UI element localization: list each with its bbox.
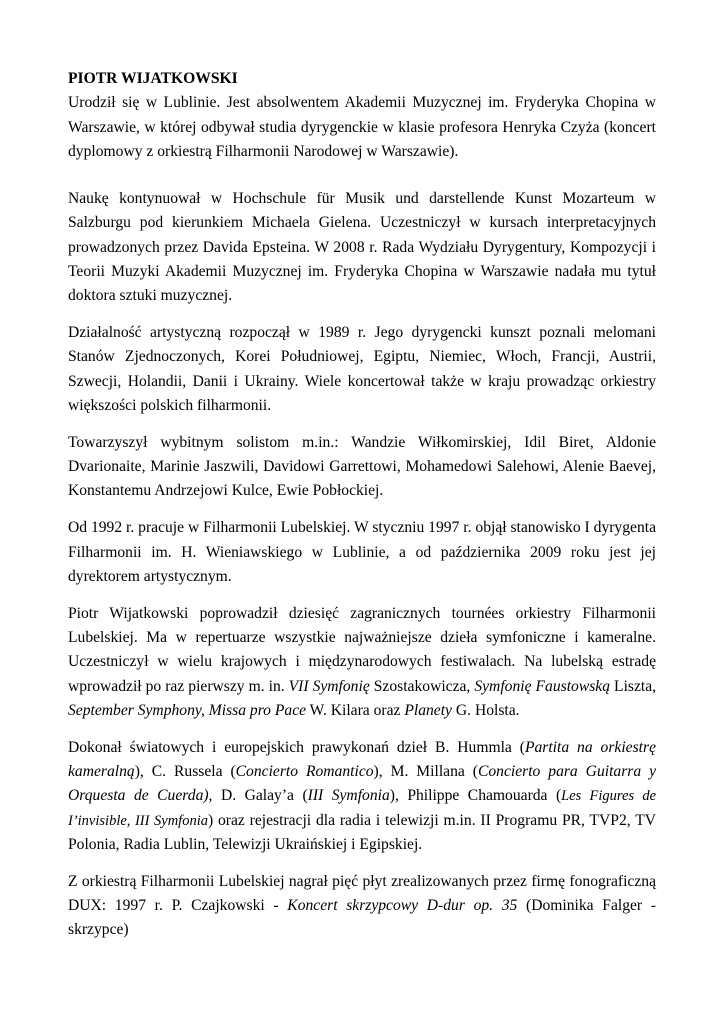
work-title: VII Symfonię [288,677,370,695]
paragraph-repertoire [68,602,656,723]
paragraph-birth-education: Urodził się w Lublinie. Jest absolwentem Akademii Muzycznej im. Fryderyka Chopina w Warszawie, w której odbywał studia dyrygenckie w klasie profesora Henryka Czyża (koncert dyplomowy z orkiestrą Filharmonii Narodowej w Warszawie). [68,94,656,160]
paragraph-recordings [68,870,656,943]
paragraph-further-studies: Naukę kontynuował w Hochschule für Musik und darstellende Kunst Mozarteum w Salzburgu pod kierunkiem Michaela Gielena. Uczestniczył w kursach interpretacyjnych prowadzonych przez Davida Epsteina. W 2008 r. Rada Wydziału Dyrygentury, Kompozycji i Teorii Muzyki Akademii Muzycznej im. Fryderyka Chopina w Warszawie nadała mu tytuł doktora sztuki muzycznej. [68,190,656,305]
text-segment: ), C. Russela ( [134,762,236,780]
document-page [68,67,656,955]
text-segment: D. Galay’a ( [212,787,308,805]
work-title: Planety [404,701,452,719]
text-segment: Szostakowicza, [369,677,475,695]
paragraph-lublin-philharmonic: Od 1992 r. pracuje w Filharmonii Lubelskiej. W styczniu 1997 r. objął stanowisko I dyrygenta Filharmonii im. H. Wieniawskiego w Lublinie, a od października 2009 roku jest jej dyrektorem artystycznym. [68,519,656,585]
text-segment: ), M. Millana ( [373,762,478,780]
text-segment: Z orkiestrą Filharmonii Lubelskiej nagrał pięć płyt zrealizowanych przez firmę fonograficzną DUX: 1997 r. P. Czajkowski - [68,872,656,914]
text-segment: Piotr Wijatkowski poprowadził dziesięć zagranicznych tournées orkiestry Filharmonii Lubelskiej. Ma w repertuarze wszystkie najważniejsze dzieła symfoniczne i kameralne. Uczestniczył w wielu krajowych i międzynarodowych festiwalach. Na lubelską estradę wprowadził po raz pierwszy m. in. [68,604,656,695]
paragraph-premieres [68,736,656,857]
work-title: September Symphony, Missa pro Pace [68,701,307,719]
document-title: PIOTR WIJATKOWSKI [68,70,238,87]
paragraph-artistic-activity: Działalność artystyczną rozpoczął w 1989 r. Jego dyrygencki kunszt poznali melomani Stanów Zjednoczonych, Korei Południowej, Egiptu, Niemiec, Włoch, Francji, Austrii, Szwecji, Holandii, Danii i Ukrainy. Wiele koncertował także w kraju prowadząc orkiestry większości polskich filharmonii. [68,324,656,415]
work-title: Symfonię Faustowską [474,677,611,695]
paragraph-soloists: Towarzyszył wybitnym solistom m.in.: Wandzie Wiłkomirskiej, Idil Biret, Aldonie Dvarionaite, Marinie Jaszwili, Davidowi Garrettowi, Mohamedowi Salehowi, Alenie Baevej, Konstantemu Andrzejowi Kulce, Ewie Pobłockiej. [68,433,656,500]
text-segment: ), Philippe Chamouarda ( [389,787,562,805]
work-title: Partita na orkiestrę kameralną [68,738,656,780]
work-title: Les Figures de I’invisible, III Symfonia [68,788,657,829]
text-segment: Dokonał światowych i europejskich prawykonań dzieł B. Hummla ( [68,738,525,756]
text-segment: (Dominika Falger - skrzypce) [68,896,656,939]
text-segment: G. Holsta. [451,701,520,719]
text-segment: ) oraz rejestracji dla radia i telewizji m.in. II Programu PR, TVP2, TV Polonia, Radia Lublin, Telewizji Ukraińskiej i Egipskiej. [68,811,656,853]
work-title: Concierto para Guitarra y Orquesta de Cuerda), [68,762,657,805]
work-title: III Symfonia [307,787,390,805]
text-segment: W. Kilara oraz [306,701,405,719]
text-segment: Liszta, [610,677,657,695]
work-title: Koncert skrzypcowy D-dur op. 35 [287,896,518,914]
work-title: Concierto Romantico [235,762,374,780]
